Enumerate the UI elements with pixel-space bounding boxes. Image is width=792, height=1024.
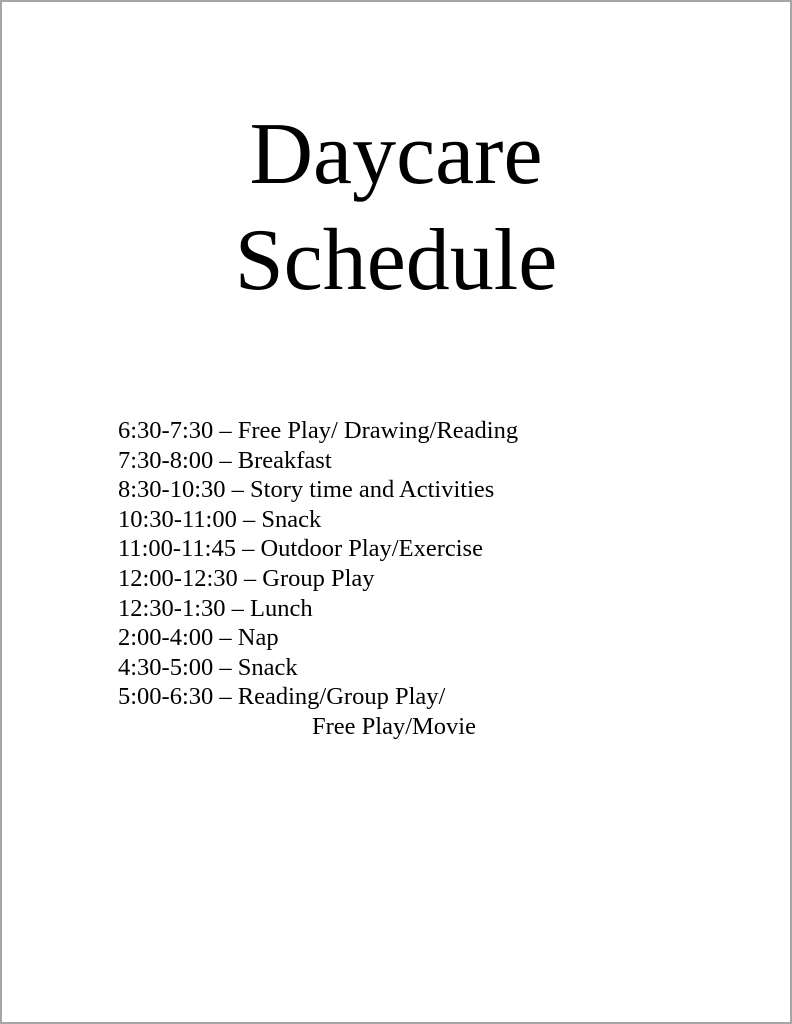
schedule-item: 2:00-4:00 – Nap	[118, 624, 279, 652]
title-line-2: Schedule	[234, 212, 558, 309]
title-line-1: Daycare	[249, 106, 543, 203]
schedule-list	[118, 416, 518, 742]
schedule-item: 6:30-7:30 – Free Play/ Drawing/Reading	[118, 417, 519, 444]
schedule-item: 4:30-5:00 – Snack	[118, 653, 298, 681]
page-title	[2, 102, 790, 314]
schedule-item: 12:00-12:30 – Group Play	[118, 564, 375, 592]
schedule-item: 5:00-6:30 – Reading/Group Play/	[118, 683, 446, 711]
schedule-item: 7:30-8:00 – Breakfast	[118, 446, 332, 474]
schedule-item: 10:30-11:00 – Snack	[118, 505, 322, 533]
schedule-item: 8:30-10:30 – Story time and Activities	[118, 476, 495, 504]
schedule-item-continuation: Free Play/Movie	[312, 712, 476, 740]
schedule-item: 11:00-11:45 – Outdoor Play/Exercise	[118, 535, 483, 563]
schedule-item: 12:30-1:30 – Lunch	[118, 594, 313, 622]
